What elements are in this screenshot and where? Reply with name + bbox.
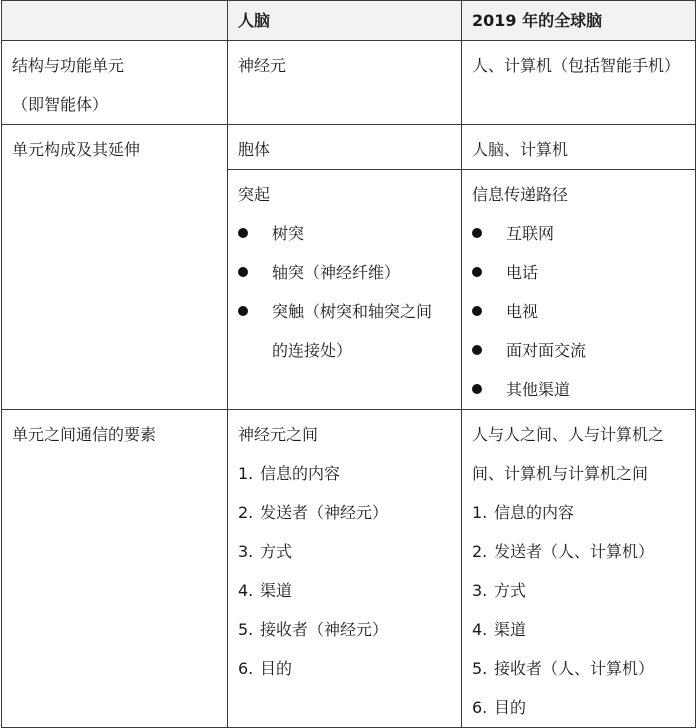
- bullet-icon: [238, 267, 248, 277]
- list-item: 电话: [472, 253, 685, 292]
- list-item: 面对面交流: [472, 331, 685, 370]
- bullet-icon: [238, 228, 248, 238]
- cell-global-paths: 信息传递路径 互联网 电话 电视 面对面交流 其他渠道: [462, 170, 696, 410]
- list-item: 树突: [238, 214, 451, 253]
- cell-brain: 神经元: [228, 41, 462, 125]
- row-label: 单元之间通信的要素: [2, 410, 228, 728]
- list-item: 4. 渠道: [238, 581, 293, 600]
- list-item: 4. 渠道: [472, 620, 527, 639]
- comparison-table: [1, 0, 696, 728]
- bullet-icon: [472, 384, 482, 394]
- list-item: 5. 接收者（神经元）: [238, 620, 389, 639]
- list-item: 6. 目的: [472, 698, 527, 717]
- list-item: 1. 信息的内容: [472, 503, 575, 522]
- cell-brain-processes: 突起 树突 轴突（神经纤维） 突触（树突和轴突之间 的连接处）: [228, 170, 462, 410]
- list-item: 轴突（神经纤维）: [238, 253, 451, 292]
- list-item: 2. 发送者（神经元）: [238, 503, 389, 522]
- bullet-icon: [472, 306, 482, 316]
- cell-global-communication: 人与人之间、人与计算机之 间、计算机与计算机之间 1. 信息的内容 2. 发送者（人、计算机） 3. 方式 4. 渠道 5. 接收者（人、计算机） 6. 目的: [462, 410, 696, 728]
- cell-brain-communication: 神经元之间 1. 信息的内容 2. 发送者（神经元） 3. 方式 4. 渠道 5. 接收者（神经元） 6. 目的: [228, 410, 462, 728]
- cell-global: 人、计算机（包括智能手机）: [462, 41, 696, 125]
- table-row-structure: [2, 41, 696, 125]
- table-row-communication: [2, 410, 696, 728]
- cell-global: 人脑、计算机: [462, 125, 696, 170]
- header-cell-global-brain: 2019 年的全球脑: [462, 1, 696, 41]
- list-item: 1. 信息的内容: [238, 464, 341, 483]
- list-item: 3. 方式: [238, 542, 293, 561]
- bullet-icon: [238, 306, 248, 316]
- list-item: 其他渠道: [472, 370, 685, 409]
- list-item: 2. 发送者（人、计算机）: [472, 542, 655, 561]
- list-item: 突触（树突和轴突之间: [238, 292, 451, 331]
- row-label: 结构与功能单元 （即智能体）: [2, 41, 228, 125]
- header-cell-human-brain: 人脑: [228, 1, 462, 41]
- header-row: [2, 1, 696, 41]
- list-item-continuation: 的连接处）: [272, 341, 353, 360]
- header-cell-empty: [2, 1, 228, 41]
- row-label: 单元构成及其延伸: [2, 125, 228, 410]
- list-item: 3. 方式: [472, 581, 527, 600]
- list-item: 5. 接收者（人、计算机）: [472, 659, 655, 678]
- table-row-components-a: [2, 125, 696, 170]
- cell-brain: 胞体: [228, 125, 462, 170]
- bullet-icon: [472, 345, 482, 355]
- bullet-icon: [472, 267, 482, 277]
- list-item: 电视: [472, 292, 685, 331]
- list-item: 互联网: [472, 214, 685, 253]
- list-item: 6. 目的: [238, 659, 293, 678]
- bullet-icon: [472, 228, 482, 238]
